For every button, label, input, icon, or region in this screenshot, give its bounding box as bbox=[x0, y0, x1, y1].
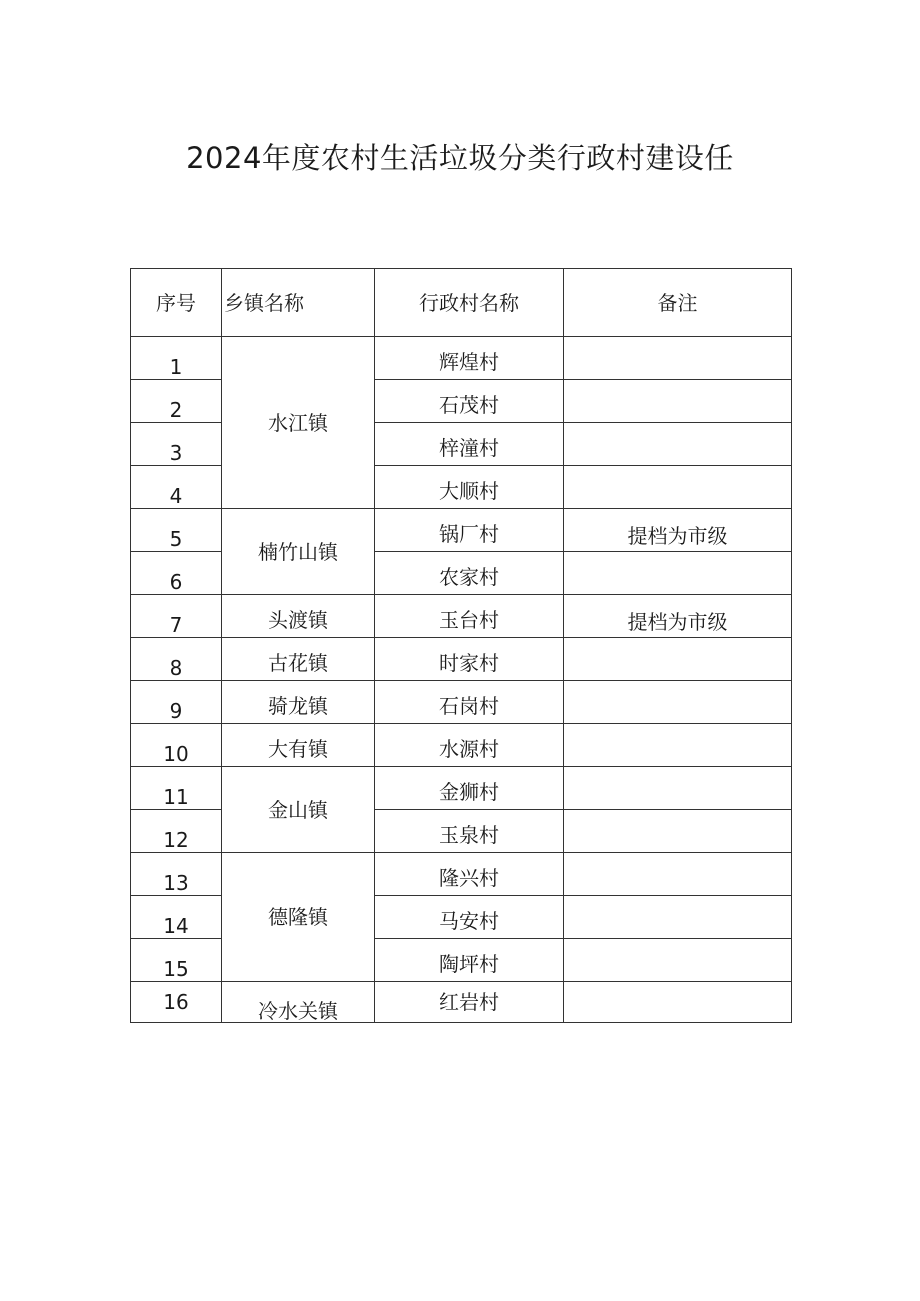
village-cell: 金狮村 bbox=[375, 767, 564, 810]
remark-cell bbox=[564, 423, 792, 466]
header-village: 行政村名称 bbox=[375, 269, 564, 337]
header-remark: 备注 bbox=[564, 269, 792, 337]
remark-cell bbox=[564, 380, 792, 423]
seq-cell: 8 bbox=[131, 638, 222, 681]
task-table bbox=[130, 268, 792, 1023]
village-cell: 红岩村 bbox=[375, 982, 564, 1023]
seq-cell: 16 bbox=[131, 982, 222, 1023]
seq-cell: 14 bbox=[131, 896, 222, 939]
village-cell: 农家村 bbox=[375, 552, 564, 595]
table-row bbox=[131, 982, 792, 1023]
town-cell: 水江镇 bbox=[222, 337, 375, 509]
town-cell: 金山镇 bbox=[222, 767, 375, 853]
town-cell: 骑龙镇 bbox=[222, 681, 375, 724]
remark-cell: 提档为市级 bbox=[564, 509, 792, 552]
seq-cell: 15 bbox=[131, 939, 222, 982]
remark-cell bbox=[564, 638, 792, 681]
seq-cell: 12 bbox=[131, 810, 222, 853]
village-cell: 梓潼村 bbox=[375, 423, 564, 466]
remark-cell bbox=[564, 552, 792, 595]
village-cell: 大顺村 bbox=[375, 466, 564, 509]
remark-cell bbox=[564, 810, 792, 853]
village-cell: 玉台村 bbox=[375, 595, 564, 638]
seq-cell: 5 bbox=[131, 509, 222, 552]
table-row bbox=[131, 767, 792, 810]
table-row bbox=[131, 724, 792, 767]
town-cell: 冷水关镇 bbox=[222, 982, 375, 1023]
seq-cell: 4 bbox=[131, 466, 222, 509]
remark-cell: 提档为市级 bbox=[564, 595, 792, 638]
seq-cell: 10 bbox=[131, 724, 222, 767]
remark-cell bbox=[564, 853, 792, 896]
village-cell: 石茂村 bbox=[375, 380, 564, 423]
seq-cell: 1 bbox=[131, 337, 222, 380]
table-row bbox=[131, 638, 792, 681]
table-row bbox=[131, 595, 792, 638]
seq-cell: 11 bbox=[131, 767, 222, 810]
page-title: 2024年度农村生活垃圾分类行政村建设任 bbox=[186, 141, 734, 175]
town-cell: 头渡镇 bbox=[222, 595, 375, 638]
village-cell: 马安村 bbox=[375, 896, 564, 939]
seq-cell: 2 bbox=[131, 380, 222, 423]
table-row bbox=[131, 337, 792, 380]
remark-cell bbox=[564, 337, 792, 380]
table-row bbox=[131, 509, 792, 552]
village-cell: 辉煌村 bbox=[375, 337, 564, 380]
village-cell: 石岗村 bbox=[375, 681, 564, 724]
header-town: 乡镇名称 bbox=[222, 269, 375, 337]
seq-cell: 9 bbox=[131, 681, 222, 724]
remark-cell bbox=[564, 939, 792, 982]
village-cell: 隆兴村 bbox=[375, 853, 564, 896]
village-cell: 时家村 bbox=[375, 638, 564, 681]
remark-cell bbox=[564, 982, 792, 1023]
village-cell: 玉泉村 bbox=[375, 810, 564, 853]
village-cell: 陶坪村 bbox=[375, 939, 564, 982]
seq-cell: 6 bbox=[131, 552, 222, 595]
town-cell: 古花镇 bbox=[222, 638, 375, 681]
header-row bbox=[131, 269, 792, 337]
table-row bbox=[131, 681, 792, 724]
village-cell: 锅厂村 bbox=[375, 509, 564, 552]
remark-cell bbox=[564, 896, 792, 939]
town-cell: 大有镇 bbox=[222, 724, 375, 767]
remark-cell bbox=[564, 681, 792, 724]
seq-cell: 13 bbox=[131, 853, 222, 896]
remark-cell bbox=[564, 724, 792, 767]
remark-cell bbox=[564, 767, 792, 810]
town-cell: 德隆镇 bbox=[222, 853, 375, 982]
remark-cell bbox=[564, 466, 792, 509]
seq-cell: 7 bbox=[131, 595, 222, 638]
table-row bbox=[131, 853, 792, 896]
village-cell: 水源村 bbox=[375, 724, 564, 767]
header-seq: 序号 bbox=[131, 269, 222, 337]
town-cell: 楠竹山镇 bbox=[222, 509, 375, 595]
seq-cell: 3 bbox=[131, 423, 222, 466]
